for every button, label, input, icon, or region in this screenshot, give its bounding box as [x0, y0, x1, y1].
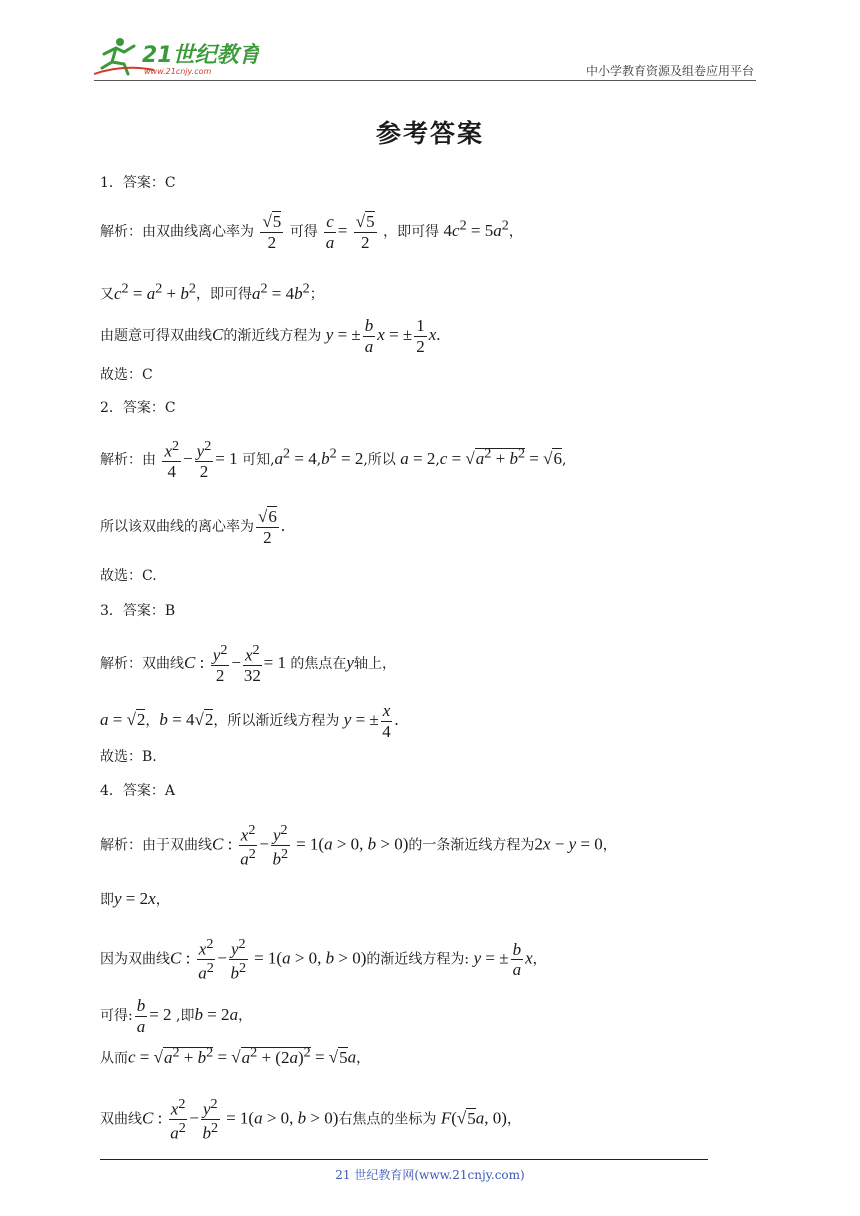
- q1-line1: 解析：由双曲线离心率为 $\frac{√5}{2}$ 可得 $\frac{c}{a}$ = $\frac{√5}{2}$ ，即可得 $4c^2 = 5a^2$，: [100, 212, 523, 252]
- q1-line3: 由题意可得双曲线C的渐近线方程为 y = ± $\frac{b}{a}$ x = ± $\frac{1}{2}$ x.: [100, 316, 441, 356]
- svg-text:www.21cnjy.com: www.21cnjy.com: [144, 67, 212, 76]
- q3-answer: 3．答案：B: [100, 603, 176, 619]
- q3-choice: 故选：B.: [100, 749, 157, 765]
- page-title: 参考答案: [375, 119, 484, 148]
- q1-choice: 故选：C: [100, 367, 153, 383]
- q4-line2: 即y = 2x，: [100, 889, 170, 908]
- site-logo: [94, 34, 259, 78]
- q4-line4: 可得: $\frac{b}{a}$ = 2 ,即b = 2a，: [100, 996, 253, 1036]
- q2-choice: 故选：C.: [100, 568, 157, 584]
- q3-line2: a = √2，b = 4√2，所以渐近线方程为 y = ± $\frac{x}{4}$ .: [100, 701, 399, 741]
- q4-line6: 双曲线C : $\frac{x^2}{a^2}$ − $\frac{y^2}{b^2}$ = 1(a > 0, b > 0)右焦点的坐标为 F(√5a, 0)，: [100, 1096, 521, 1143]
- footer-divider: [100, 1159, 708, 1160]
- q4-line1: 解析：由于双曲线C : $\frac{x^2}{a^2}$ − $\frac{y^2}{b^2}$ = 1(a > 0, b > 0)的一条渐近线方程为2x − y = 0，: [100, 822, 617, 869]
- q2-answer: 2．答案：C: [100, 400, 176, 416]
- q4-line5: 从而$c = √a^2 + b^2 = √a^2 + (2a)^2 = √5a$，: [100, 1044, 371, 1067]
- q4-line3: 因为双曲线C : $\frac{x^2}{a^2}$ − $\frac{y^2}{b^2}$ = 1(a > 0, b > 0)的渐近线方程为: y = ± $\frac{b}{a}$ x，: [100, 936, 547, 983]
- header-right-text: 中小学教育资源及组卷应用平台: [585, 64, 754, 78]
- q3-line1: 解析：双曲线C : $\frac{y^2}{2}$ − $\frac{x^2}{32}$ = 1 的焦点在y轴上，: [100, 642, 396, 686]
- footer-text: 21 世纪教育网(www.21cnjy.com): [335, 1168, 525, 1182]
- q2-line2: 所以该双曲线的离心率为 $\frac{√6}{2}$ .: [100, 507, 286, 547]
- q1-answer: 1．答案：C: [100, 175, 176, 191]
- q4-answer: 4．答案：A: [100, 783, 176, 799]
- q1-line2: 又$c^2 = a^2 + b^2$，即可得$a^2 = 4b^2$；: [100, 280, 324, 303]
- q2-line1: 解析：由 $\frac{x^2}{4}$ − $\frac{y^2}{2}$ = 1 可知$,a^2 = 4,b^2 = 2$,所以 $a = 2,c = √a^2 + b^2 = √6$,: [100, 438, 567, 482]
- header-divider: [94, 80, 756, 81]
- svg-text:21世纪教育: 21世纪教育: [142, 43, 259, 68]
